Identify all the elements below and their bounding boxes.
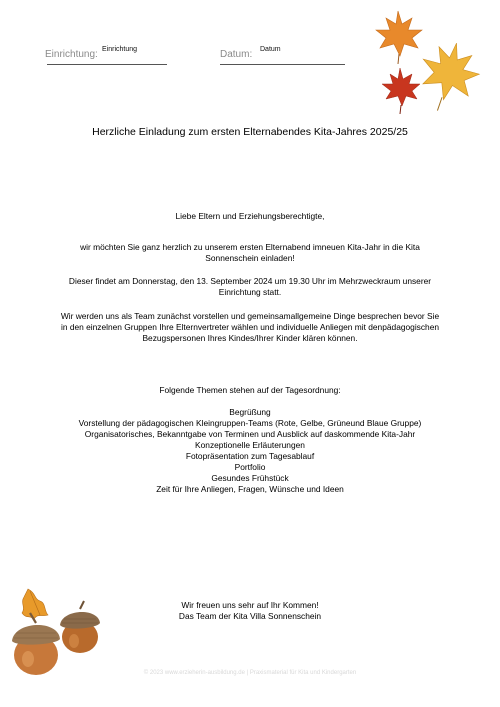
- agenda-intro: Folgende Themen stehen auf der Tagesordnung:: [159, 385, 341, 395]
- orange-maple-leaf-icon: [376, 11, 422, 64]
- agenda-item: Fotopräsentation zum Tagesablauf: [185, 451, 315, 461]
- agenda-item: Konzeptionelle Erläuterungen: [195, 440, 305, 450]
- datum-field[interactable]: [220, 44, 281, 62]
- closing-signature: Das Team der Kita Villa Sonnenschein: [178, 611, 322, 621]
- autumn-leaves-illustration: [368, 6, 498, 116]
- copyright-footer: © 2023 www.erzieherin-ausbildung.de | Praxismaterial für Kita und Kindergarten: [143, 670, 357, 676]
- einrichtung-field[interactable]: [45, 44, 138, 62]
- oak-leaf-icon: [22, 589, 48, 619]
- paragraph-date-location: Dieser findet am Donnerstag, den 13. September 2024 um 19.30 Uhr im Mehrzweckraum unserer Einrichtung statt.: [68, 276, 432, 298]
- agenda-item: Vorstellung der pädagogischen Kleingruppen-Teams (Rote, Gelbe, Grüneund Blaue Gruppe): [78, 418, 422, 428]
- agenda-item: Organisatorisches, Bekanntgabe von Terminen und Ausblick auf daskommende Kita-Jahr: [84, 429, 416, 439]
- closing: [60, 600, 440, 622]
- acorn-right-icon: [60, 601, 100, 653]
- einrichtung-value[interactable]: Einrichtung: [102, 46, 138, 53]
- datum-underline: [220, 64, 345, 65]
- datum-label: Datum:: [220, 49, 253, 60]
- agenda-item: Portfolio: [234, 462, 266, 472]
- agenda-list: [60, 407, 440, 495]
- greeting: Liebe Eltern und Erziehungsberechtigte,: [175, 211, 325, 221]
- agenda-item: Begrüßung: [229, 407, 271, 417]
- acorn-left-icon: [12, 613, 60, 675]
- red-maple-leaf-icon: [382, 68, 420, 114]
- yellow-maple-leaf-icon: [411, 36, 485, 116]
- invitation-title: Herzliche Einladung zum ersten Elternabendes Kita-Jahres 2025/25: [92, 126, 408, 138]
- paragraph-program: Wir werden uns als Team zunächst vorstellen und gemeinsamallgemeine Dinge besprechen bevor Sie in den einzelnen Gruppen Ihre Elternvertreter wählen und individuelle Anliegen mit denpädagogischen Bezugspersonen Ihres Kindes/Ihrer Kinder klären können.: [60, 311, 440, 344]
- agenda-item: Zeit für Ihre Anliegen, Fragen, Wünsche und Ideen: [156, 484, 344, 494]
- einrichtung-label: Einrichtung:: [45, 49, 98, 60]
- closing-line: Wir freuen uns sehr auf Ihr Kommen!: [181, 600, 319, 610]
- einrichtung-underline: [47, 64, 167, 65]
- agenda-item: Gesundes Frühstück: [211, 473, 289, 483]
- paragraph-invitation: wir möchten Sie ganz herzlich zu unserem ersten Elternabend imneuen Kita-Jahr in die Kita Sonnenschein einladen!: [80, 242, 420, 264]
- datum-value[interactable]: Datum: [260, 46, 281, 53]
